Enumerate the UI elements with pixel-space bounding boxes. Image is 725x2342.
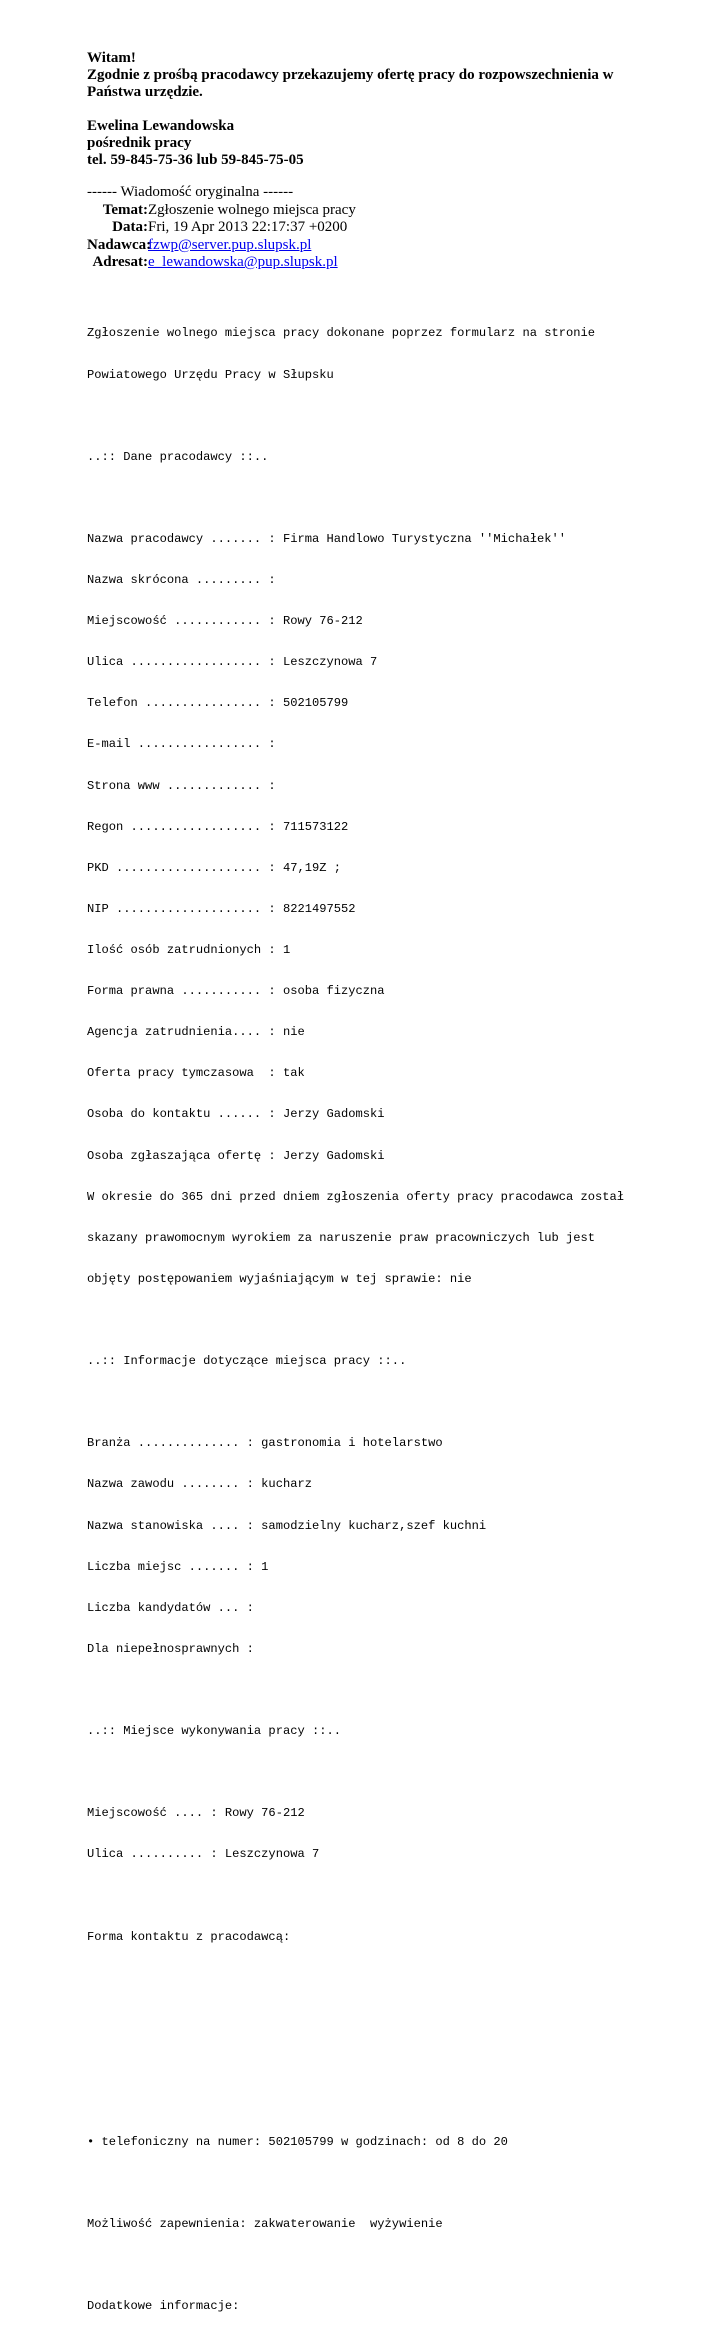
subject-row	[87, 202, 687, 220]
to-label: Adresat:	[92, 254, 148, 270]
sender-phone: tel. 59-845-75-36 lub 59-845-75-05	[87, 152, 304, 168]
original-message-separator: ------ Wiadomość oryginalna ------	[87, 184, 294, 200]
body-intro-line-2: Powiatowego Urzędu Pracy w Słupsku	[87, 367, 334, 382]
date-label: Data:	[112, 219, 148, 235]
section-place-heading: ..:: Miejsce wykonywania pracy ::..	[87, 1724, 342, 1739]
greeting: Witam!	[87, 50, 136, 66]
subject-label: Temat:	[102, 201, 148, 218]
employer-row: Agencja zatrudnienia.... : nie	[87, 1025, 305, 1040]
provides-line: Możliwość zapewnienia: zakwaterowanie wyżywienie	[87, 2217, 443, 2232]
subject-value: Zgłoszenie wolnego miejsca pracy	[148, 201, 356, 218]
original-message-header	[87, 184, 687, 272]
job-row: Liczba miejsc ....... : 1	[87, 1559, 269, 1574]
date-row	[87, 219, 687, 237]
from-label: Nadawca:	[87, 236, 152, 253]
sender-name: Ewelina Lewandowska	[87, 118, 235, 134]
employer-row: Forma prawna ........... : osoba fizyczna	[87, 984, 385, 999]
employer-row: Oferta pracy tymczasowa : tak	[87, 1066, 305, 1081]
employer-row: W okresie do 365 dni przed dniem zgłoszenia oferty pracy pracodawca został	[87, 1189, 625, 1204]
employer-row: Nazwa skrócona ......... :	[87, 573, 276, 588]
to-row	[87, 254, 687, 272]
employer-row: Strona www ............. :	[87, 778, 276, 793]
intro-block	[87, 50, 687, 169]
date-value: Fri, 19 Apr 2013 22:17:37 +0200	[148, 219, 348, 235]
employer-row: Ulica .................. : Leszczynowa 7	[87, 655, 378, 670]
job-row: Nazwa zawodu ........ : kucharz	[87, 1477, 312, 1492]
employer-row: Ilość osób zatrudnionych : 1	[87, 943, 291, 958]
employer-row: objęty postępowaniem wyjaśniającym w tej sprawie: nie	[87, 1271, 472, 1286]
message-body	[87, 300, 707, 2342]
employer-row: PKD .................... : 47,19Z ;	[87, 860, 342, 875]
intro-line-2: Państwa urzędzie.	[87, 84, 203, 100]
employer-row: Telefon ................ : 502105799	[87, 696, 349, 711]
employer-row: Nazwa pracodawcy ....... : Firma Handlowo Turystyczna ''Michałek''	[87, 531, 566, 546]
employer-row: E-mail ................. :	[87, 737, 276, 752]
from-row	[87, 237, 687, 255]
employer-row: NIP .................... : 8221497552	[87, 901, 356, 916]
job-row: Branża .............. : gastronomia i hotelarstwo	[87, 1436, 443, 1451]
additional-info-line: Dodatkowe informacje:	[87, 2299, 240, 2314]
intro-line-1: Zgodnie z prośbą pracodawcy przekazujemy ofertę pracy do rozpowszechnienia w	[87, 67, 614, 83]
section-employer-heading: ..:: Dane pracodawcy ::..	[87, 449, 269, 464]
job-row: Dla niepełnosprawnych :	[87, 1641, 254, 1656]
contact-phone-item: • telefoniczny na numer: 502105799 w godzinach: od 8 do 20	[87, 2135, 508, 2150]
employer-row: skazany prawomocnym wyrokiem za naruszenie praw pracowniczych lub jest	[87, 1230, 596, 1245]
job-row: Liczba kandydatów ... :	[87, 1600, 254, 1615]
employer-row: Miejscowość ............ : Rowy 76-212	[87, 614, 363, 629]
to-email-link[interactable]: e_lewandowska@pup.slupsk.pl	[148, 254, 338, 270]
employer-row: Osoba do kontaktu ...... : Jerzy Gadomski	[87, 1107, 385, 1122]
employer-row: Regon .................. : 711573122	[87, 819, 349, 834]
employer-row: Osoba zgłaszająca ofertę : Jerzy Gadomski	[87, 1148, 385, 1163]
section-job-heading: ..:: Informacje dotyczące miejsca pracy ::..	[87, 1354, 407, 1369]
body-intro-line-1: Zgłoszenie wolnego miejsca pracy dokonane poprzez formularz na stronie	[87, 326, 596, 341]
sender-role: pośrednik pracy	[87, 135, 192, 151]
place-row: Miejscowość .... : Rowy 76-212	[87, 1806, 305, 1821]
from-email-link[interactable]: fzwp@server.pup.slupsk.pl	[148, 236, 312, 253]
job-row: Nazwa stanowiska .... : samodzielny kucharz,szef kuchni	[87, 1518, 487, 1533]
contact-form-heading: Forma kontaktu z pracodawcą:	[87, 1929, 291, 1944]
place-row: Ulica .......... : Leszczynowa 7	[87, 1847, 320, 1862]
